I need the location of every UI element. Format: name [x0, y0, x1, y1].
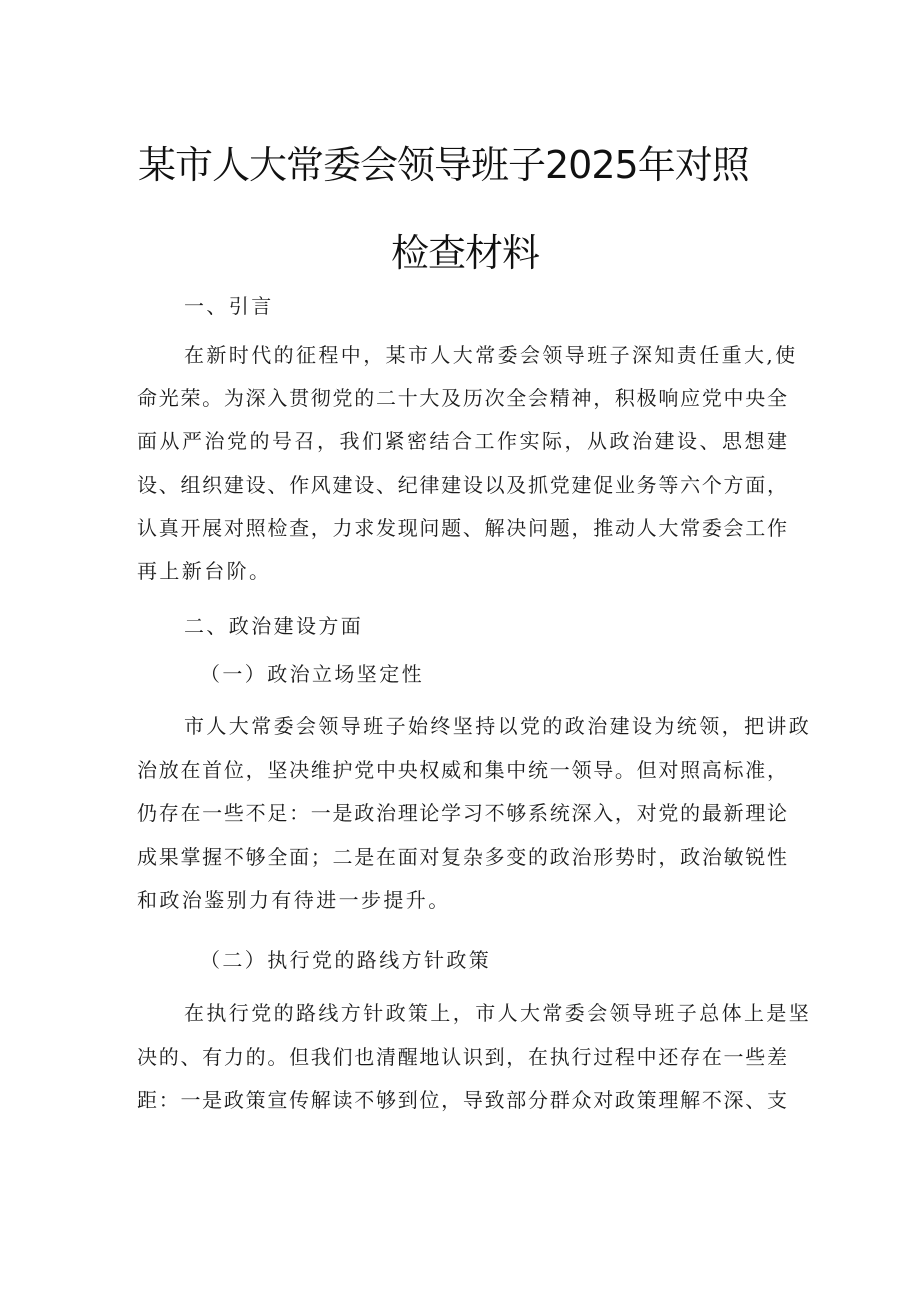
- paragraph-line: 在执行党的路线方针政策上，市人大常委会领导班子总体上是坚: [184, 1001, 812, 1025]
- subsection-heading-policy-execution: （二）执行党的路线方针政策: [200, 948, 492, 972]
- paragraph-line: 设、组织建设、作风建设、纪律建设以及抓党建促业务等六个方面，: [137, 473, 787, 497]
- paragraph-line: 和政治鉴别力有待进一步提升。: [137, 888, 451, 912]
- paragraph-line: 距：一是政策宣传解读不够到位，导致部分群众对政策理解不深、支: [137, 1088, 787, 1112]
- paragraph-line: 治放在首位，坚决维护党中央权威和集中统一领导。但对照高标准，: [137, 758, 787, 782]
- paragraph-line: 市人大常委会领导班子始终坚持以党的政治建设为统领，把讲政: [184, 714, 812, 738]
- section-heading-introduction: 一、引言: [184, 294, 274, 318]
- section-heading-political: 二、政治建设方面: [184, 614, 364, 638]
- paragraph-line: 命光荣。为深入贯彻党的二十大及历次全会精神，积极响应党中央全: [137, 386, 787, 410]
- paragraph-line: 面从严治党的号召，我们紧密结合工作实际，从政治建设、思想建: [137, 429, 787, 453]
- subsection-heading-political-stance: （一）政治立场坚定性: [200, 662, 424, 686]
- paragraph-line: 再上新台阶。: [137, 559, 272, 583]
- paragraph-line: 决的、有力的。但我们也清醒地认识到，在执行过程中还存在一些差: [137, 1045, 787, 1069]
- document-title-line-2: 检查材料: [391, 231, 540, 275]
- paragraph-line: 成果掌握不够全面；二是在面对复杂多变的政治形势时，政治敏锐性: [137, 845, 787, 869]
- document-title-line-1: 某市人大常委会领导班子2025年对照: [138, 143, 749, 187]
- paragraph-line: 在新时代的征程中，某市人大常委会领导班子深知责任重大,使: [184, 343, 798, 367]
- paragraph-line: 仍存在一些不足：一是政治理论学习不够系统深入，对党的最新理论: [137, 801, 787, 825]
- paragraph-line: 认真开展对照检查，力求发现问题、解决问题，推动人大常委会工作: [137, 516, 787, 540]
